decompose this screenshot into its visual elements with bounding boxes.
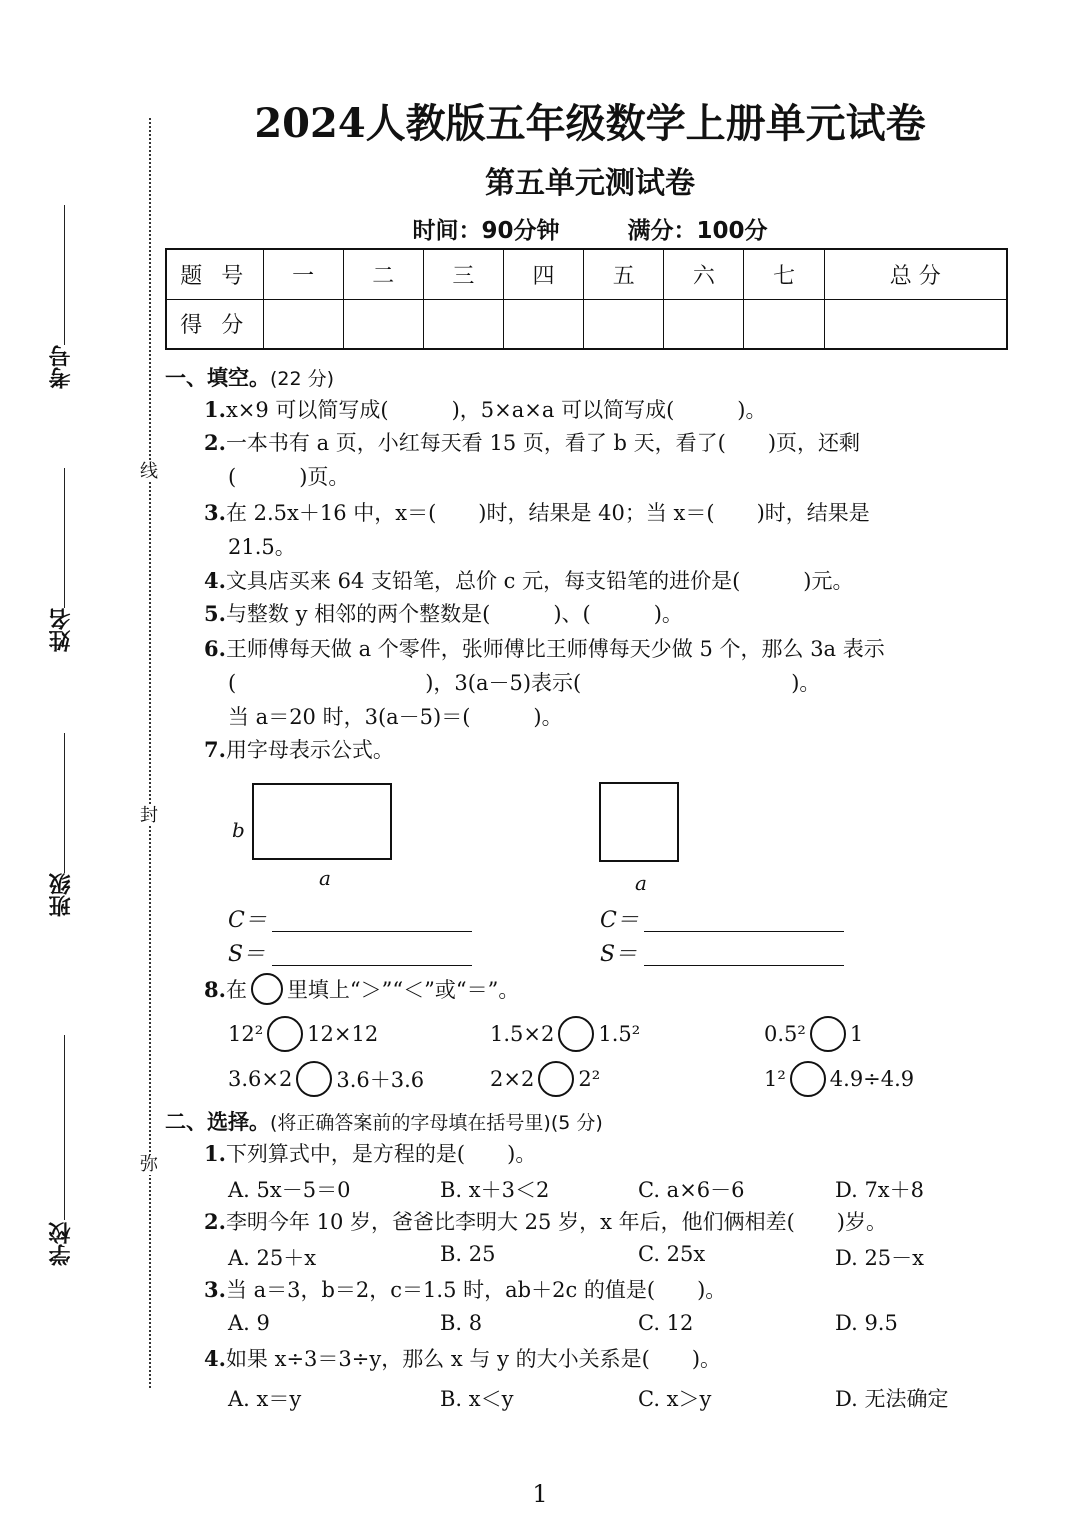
full-score: 满分：100分: [627, 218, 768, 244]
score-cell[interactable]: [263, 299, 343, 349]
rect-perimeter-label: C＝: [228, 908, 267, 933]
option-c[interactable]: C. 25x: [638, 1242, 706, 1266]
compare-circle[interactable]: [558, 1016, 594, 1052]
question-1-5: 5.与整数 y 相邻的两个整数是( )、( )。: [204, 601, 683, 626]
square-perimeter-blank[interactable]: [644, 931, 844, 932]
score-table-header-row: [166, 249, 1007, 299]
name-blank[interactable]: [64, 468, 65, 608]
section1-heading: 一、填空。(22 分): [165, 366, 335, 390]
question-1-1: 1.x×9 可以简写成( )，5×a×a 可以简写成( )。: [204, 397, 767, 422]
compare-circle[interactable]: [538, 1061, 574, 1097]
square-side-a: a: [635, 871, 647, 895]
compare-item: 1² 4.9÷4.9: [764, 1061, 914, 1097]
compare-item: 3.6×2 3.6＋3.6: [228, 1061, 424, 1097]
option-b[interactable]: B. x＋3＜2: [440, 1178, 550, 1202]
score-header-cell: 七: [744, 249, 824, 299]
rect-side-a: a: [319, 866, 331, 890]
option-a[interactable]: A. x＝y: [228, 1387, 302, 1411]
score-header-cell: 一: [263, 249, 343, 299]
compare-circle[interactable]: [790, 1061, 826, 1097]
option-b[interactable]: B. 25: [440, 1242, 496, 1266]
rectangle-figure: [252, 783, 392, 860]
question-2-4: 4.如果 x÷3＝3÷y，那么 x 与 y 的大小关系是( )。: [204, 1346, 722, 1371]
question-1-8: 8. 在 里填上“＞”“＜”或“＝”。: [204, 973, 519, 1005]
class-label: 班级: [49, 873, 74, 917]
square-perimeter-label: C＝: [600, 908, 639, 933]
rect-area-label: S＝: [228, 942, 266, 967]
square-area-label: S＝: [600, 942, 638, 967]
rect-area-blank[interactable]: [272, 965, 472, 966]
score-table-score-row: [166, 299, 1007, 349]
compare-item: 2×2 2²: [490, 1061, 600, 1097]
score-header-cell: 四: [503, 249, 583, 299]
binding-dotted-line: [149, 118, 151, 1388]
score-header-cell: 三: [423, 249, 503, 299]
question-1-7: 7.用字母表示公式。: [204, 737, 394, 762]
rect-side-b: b: [232, 818, 245, 842]
exam-number-label: 考号: [49, 345, 74, 389]
option-a[interactable]: A. 25＋x: [228, 1246, 317, 1270]
page-subtitle: 第五单元测试卷: [485, 166, 695, 201]
question-1-2-cont: ( )页。: [228, 465, 350, 489]
score-cell[interactable]: [423, 299, 503, 349]
page-title: 2024人教版五年级数学上册单元试卷: [254, 100, 926, 147]
question-1-6-cont: ( )，3(a－5)表示( )。: [228, 671, 821, 695]
cut-char-feng: 封: [140, 805, 158, 826]
option-b[interactable]: B. 8: [440, 1311, 483, 1335]
score-cell[interactable]: [503, 299, 583, 349]
score-table: [165, 248, 1008, 350]
option-d[interactable]: D. 无法确定: [835, 1387, 949, 1411]
score-cell[interactable]: [824, 299, 1007, 349]
score-cell[interactable]: [343, 299, 423, 349]
score-header-cell: 题 号: [166, 249, 263, 299]
compare-circle[interactable]: [296, 1061, 332, 1097]
section2-heading: 二、选择。(将正确答案前的字母填在括号里)(5 分): [165, 1110, 603, 1134]
class-blank[interactable]: [64, 733, 65, 873]
option-c[interactable]: C. x＞y: [638, 1387, 712, 1411]
square-area-blank[interactable]: [644, 965, 844, 966]
rect-perimeter-blank[interactable]: [272, 931, 472, 932]
score-header-cell: 五: [584, 249, 664, 299]
question-1-3: 3.在 2.5x＋16 中，x＝( )时，结果是 40；当 x＝( )时，结果是: [204, 500, 870, 525]
option-c[interactable]: C. a×6－6: [638, 1178, 745, 1202]
exam-number-blank[interactable]: [64, 205, 65, 345]
option-b[interactable]: B. x＜y: [440, 1387, 514, 1411]
square-figure: [599, 782, 679, 862]
question-1-3-cont: 21.5。: [228, 535, 296, 559]
option-a[interactable]: A. 5x－5＝0: [228, 1178, 351, 1202]
score-header-cell: 总 分: [824, 249, 1007, 299]
compare-item: 0.5² 1: [764, 1016, 863, 1052]
score-row-label: 得 分: [166, 299, 263, 349]
option-a[interactable]: A. 9: [228, 1311, 270, 1335]
question-2-3: 3.当 a＝3，b＝2，c＝1.5 时，ab＋2c 的值是( )。: [204, 1277, 727, 1302]
cut-char-mi: 弥: [140, 1154, 158, 1175]
option-d[interactable]: D. 25－x: [835, 1246, 925, 1270]
cut-char-xian: 线: [140, 461, 158, 482]
compare-item: 1.5×2 1.5²: [490, 1016, 640, 1052]
question-1-6: 6.王师傅每天做 a 个零件，张师傅比王师傅每天少做 5 个，那么 3a 表示: [204, 636, 885, 661]
question-1-4: 4.文具店买来 64 支铅笔，总价 c 元，每支铅笔的进价是( )元。: [204, 568, 854, 593]
name-label: 姓名: [49, 608, 74, 652]
question-2-1: 1.下列算式中，是方程的是( )。: [204, 1141, 537, 1166]
question-2-2: 2.李明今年 10 岁，爸爸比李明大 25 岁，x 年后，他们俩相差( )岁。: [204, 1209, 887, 1234]
score-header-cell: 六: [664, 249, 744, 299]
score-cell[interactable]: [744, 299, 824, 349]
score-header-cell: 二: [343, 249, 423, 299]
school-blank[interactable]: [64, 1035, 65, 1220]
time-score-line: [160, 212, 1020, 245]
compare-circle[interactable]: [267, 1016, 303, 1052]
time-limit: 时间：90分钟: [412, 218, 560, 244]
school-label: 学校: [49, 1222, 74, 1266]
circle-icon: [251, 973, 283, 1005]
score-cell[interactable]: [584, 299, 664, 349]
compare-item: 12² 12×12: [228, 1016, 378, 1052]
score-cell[interactable]: [664, 299, 744, 349]
compare-circle[interactable]: [810, 1016, 846, 1052]
page-number: 1: [532, 1480, 548, 1508]
question-1-2: 2.一本书有 a 页，小红每天看 15 页，看了 b 天，看了( )页，还剩: [204, 430, 861, 455]
question-1-6-cont2: 当 a＝20 时，3(a－5)＝( )。: [228, 705, 563, 729]
option-c[interactable]: C. 12: [638, 1311, 694, 1335]
option-d[interactable]: D. 9.5: [835, 1311, 898, 1335]
option-d[interactable]: D. 7x＋8: [835, 1178, 925, 1202]
